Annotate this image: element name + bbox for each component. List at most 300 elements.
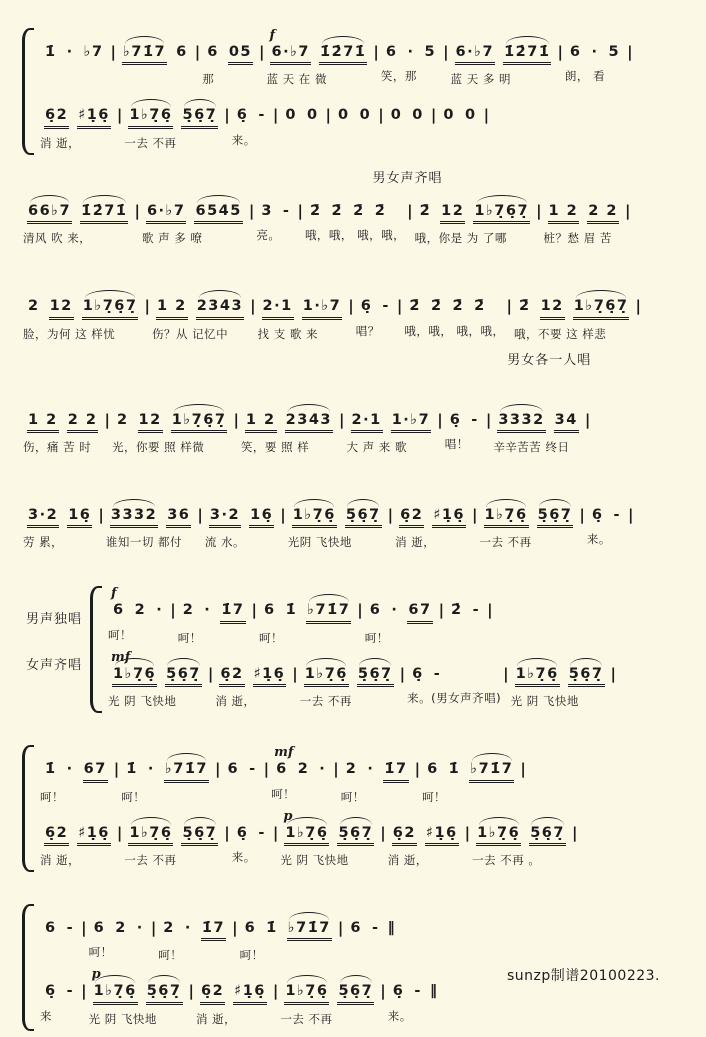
barline: | (297, 201, 303, 220)
note-group: 3332 (110, 507, 158, 528)
note-group: 2 (163, 919, 175, 936)
measure-notation (345, 920, 399, 938)
measure-notation (259, 602, 355, 623)
barline: | (373, 43, 379, 61)
measure (422, 761, 518, 804)
note-group: 1♭7̣6̣7̣ (171, 412, 228, 433)
barline: | (485, 410, 492, 429)
voice-line (39, 91, 634, 150)
measure-lyric: 哦，不要 这 样悲 (514, 326, 607, 341)
note-group: 6 (369, 602, 382, 619)
barline: | (224, 823, 230, 842)
note-group: 2̄ (331, 202, 344, 219)
measure-lyric: 呵！ (177, 630, 202, 645)
note-group: 1♭7̣6̣ (284, 825, 329, 846)
measure-notation (215, 666, 290, 687)
voices-column (39, 28, 634, 155)
note-group: 16̣ (67, 507, 92, 528)
measure (178, 602, 250, 645)
note-group: 12 (540, 298, 565, 319)
measure-notation (386, 107, 429, 125)
measure-notation (40, 44, 109, 62)
barline: | (292, 664, 298, 683)
measure-lyric: 流 水。 (204, 535, 246, 550)
measure (305, 203, 405, 243)
note-group: 5̣6̣7̣ (146, 983, 183, 1004)
note-group: 0 (390, 107, 403, 124)
barline: | (280, 505, 286, 524)
measure-lyric (333, 132, 376, 146)
measure-lyric: 哦，你是 为 了哪 (414, 231, 507, 246)
barline: | (443, 43, 449, 61)
measure (280, 808, 378, 868)
measure-notation (280, 107, 323, 125)
barline: | (627, 43, 633, 61)
dynamic-marking: f (111, 586, 117, 602)
measure-notation (356, 298, 395, 316)
voices-column (39, 745, 578, 872)
note-group: 5̣6̣7̣ (165, 666, 202, 687)
measure (40, 107, 115, 150)
note-group: 0 (338, 107, 350, 124)
measure (40, 825, 115, 868)
measure-notation (493, 412, 583, 433)
note-group: 5 (608, 44, 621, 60)
barline: | (333, 760, 339, 779)
measure-lyric: 脸，为何 这 样忧 (23, 326, 116, 341)
score-system (22, 586, 696, 713)
note-group: 1̇7 (201, 920, 226, 941)
measure-lyric: 朗， 看 (564, 69, 606, 84)
measure (118, 44, 193, 85)
measure (565, 44, 625, 84)
note-group: 6̣ (360, 298, 373, 315)
note-group: 2̄ (474, 298, 486, 315)
barline: | (430, 106, 437, 125)
measure-notation (271, 761, 331, 779)
measure-notation (266, 44, 371, 65)
measure-notation (511, 666, 609, 687)
system-row (22, 586, 696, 713)
measure (266, 28, 371, 87)
measure-notation (108, 666, 206, 687)
measure-notation (240, 920, 336, 941)
measure-lyric: 伤？从 记忆中 (151, 326, 229, 341)
note-group: · (391, 602, 399, 619)
note-group: 6 (176, 44, 188, 60)
measure-lyric: 笑，要 照 样 (240, 439, 310, 454)
measure-notation (40, 920, 79, 938)
barline: | (557, 43, 563, 61)
measure-notation (514, 298, 633, 319)
dynamic-marking: mf (274, 745, 294, 761)
note-group: 0 (464, 107, 477, 124)
note-group: 2 (297, 761, 310, 778)
barline: | (339, 410, 345, 429)
note-group: 5̣6̣7̣ (181, 825, 218, 846)
measure-notation (40, 983, 79, 1001)
measure-notation (288, 507, 386, 528)
note-group: 1 2 (27, 412, 59, 433)
voice-line (107, 650, 617, 709)
note-group: ♭7 (83, 44, 104, 60)
barline: | (625, 201, 631, 220)
measure-lyric: 呵！ (340, 789, 365, 804)
measure-notation (124, 107, 222, 128)
measure-notation (196, 983, 271, 1004)
measure (300, 666, 398, 709)
note-group: 6 (45, 919, 57, 936)
measure-lyric: 消 逝， (395, 535, 436, 550)
note-group: 1♭7̣6̣ (515, 666, 560, 687)
measure-notation (152, 298, 248, 319)
measure (106, 507, 196, 550)
measure-notation (381, 44, 441, 62)
measure (445, 412, 484, 452)
note-group: 6 (113, 602, 125, 619)
note-group: 5̣6̣7̣ (337, 825, 374, 846)
measure-lyric: 一去 不再 (280, 1011, 333, 1026)
voice-part-label: 男女各一人唱 (507, 352, 592, 368)
measure (415, 203, 534, 246)
measure-lyric: 蓝 天 在 微 (266, 72, 327, 87)
measure (258, 298, 347, 341)
note-group: 2̄ (452, 298, 465, 315)
note-group: 1♭7̣6̣ (128, 107, 173, 128)
score-system (22, 745, 696, 872)
barline: | (437, 410, 443, 429)
measure-notation (121, 761, 213, 782)
note-group: - (382, 298, 390, 315)
measure-notation (23, 298, 142, 319)
measure (23, 412, 102, 455)
note-group: 2343 (196, 298, 244, 319)
measure (493, 412, 583, 455)
note-group: 1 2 (156, 298, 188, 319)
barline: | (110, 43, 117, 61)
barline: | (259, 43, 265, 61)
note-group: 2 2 (67, 412, 99, 433)
measure-lyric: 光阴 飞快地 (287, 535, 352, 550)
note-group: 6̣ (236, 824, 249, 841)
voice-part-label: 男女声齐唱 (372, 170, 443, 186)
measure (341, 761, 413, 804)
measure-lyric: 来 (40, 1008, 52, 1023)
note-group: 2̄ (419, 202, 432, 219)
measure-lyric: 来。 (387, 1008, 412, 1023)
measure-notation (118, 44, 193, 65)
measure (232, 107, 271, 147)
note-group: 67 (407, 602, 432, 623)
measure-notation (40, 761, 112, 782)
note-group: 6 (385, 44, 398, 60)
barline: | (483, 106, 490, 125)
note-group: 1♭7̣6̣ (93, 983, 138, 1004)
barline: | (272, 106, 279, 125)
note-group: 1♭7̣6̣7̣ (82, 298, 139, 319)
note-group: ♭71̇7 (287, 920, 332, 941)
barline: | (628, 505, 634, 524)
measure-lyric: 光，你要 照 样微 (111, 439, 205, 454)
note-group: 1♭7̣6̣ (484, 507, 529, 528)
measure-notation (23, 507, 96, 528)
note-group: - (282, 202, 291, 219)
note-group: · (136, 919, 144, 936)
measure-notation (106, 507, 196, 528)
barline: | (572, 823, 578, 842)
note-group: 2̄ (519, 298, 531, 315)
note-group: 3332 (497, 412, 545, 433)
measure (23, 507, 96, 550)
system-row (22, 491, 696, 554)
measure-lyric (118, 71, 193, 85)
note-group: - (258, 107, 266, 124)
barline: | (337, 918, 344, 937)
note-group: - (66, 983, 75, 1000)
note-group: 5̣6̣7̣ (537, 507, 574, 528)
note-group: 1♭7̣6̣ (476, 825, 521, 846)
note-group: 5̣6̣7̣ (357, 666, 394, 687)
note-group: 05 (228, 44, 253, 65)
measure-notation (407, 666, 501, 684)
measure (446, 602, 485, 640)
measure-lyric (280, 132, 323, 146)
measure-lyric: 桩？愁 眉 苦 (543, 231, 612, 246)
note-group: 6 (427, 761, 439, 778)
note-group: 5̣6̣7̣ (568, 666, 605, 687)
barline: | (263, 760, 270, 779)
measure-notation (365, 602, 437, 623)
note-group: · (367, 761, 375, 778)
measure-lyric: 找 支 歌 来 (257, 326, 319, 341)
measure-lyric: 光 阴 飞快地 (510, 694, 579, 709)
measure (288, 507, 386, 550)
note-group: 2343 (285, 412, 333, 433)
measure-lyric: 蓝 天 多 明 (450, 72, 512, 87)
measure (215, 666, 290, 709)
measure-notation (544, 203, 623, 224)
voice-part-label: 女声齐唱 (26, 658, 83, 674)
note-group: 1·♭7 (302, 298, 343, 319)
note-group: 2 2 (587, 203, 619, 224)
barline: | (188, 982, 194, 1001)
measure-notation (347, 412, 436, 433)
dynamic-marking: p (91, 967, 101, 983)
note-group: 1♭7̣6̣ (284, 983, 329, 1004)
note-group: - (249, 761, 257, 778)
note-group: 6̣2 (44, 825, 69, 846)
barline: | (81, 982, 87, 1001)
measure-notation (256, 203, 295, 221)
voice-line (22, 187, 632, 246)
measure (89, 920, 149, 960)
measure (23, 203, 132, 246)
measure-lyric: 呵！ (422, 789, 447, 804)
barline: | (248, 201, 255, 220)
note-group: 2 (134, 602, 147, 619)
barline: | (134, 201, 140, 220)
note-group: · (66, 44, 74, 60)
measure-lyric: 大 声 来 歌 (346, 439, 407, 454)
note-group: 67 (83, 761, 108, 782)
voice-bracket (90, 586, 102, 713)
barline: | (610, 664, 616, 683)
measure-notation (388, 983, 442, 1001)
note-group: - (414, 983, 422, 1000)
measure-lyric: 光 阴 飞快地 (108, 694, 177, 709)
measure-notation (205, 507, 278, 528)
measure-lyric: 呵！ (271, 786, 296, 801)
measure-lyric: 来。 (231, 132, 256, 147)
measure-notation (305, 203, 405, 221)
note-group: 6̣ (412, 665, 424, 682)
barline: | (207, 664, 214, 683)
measure-notation (124, 825, 222, 846)
measure (407, 666, 501, 706)
barline: | (144, 297, 150, 316)
measure (256, 203, 295, 243)
note-group: 2·1 (262, 298, 294, 319)
measure-lyric: 消 逝， (387, 852, 428, 867)
measure (345, 920, 399, 958)
note-group: 0 (443, 107, 455, 124)
voice-line (39, 904, 443, 963)
note-group: 12 (440, 203, 465, 224)
note-group: 1 2 (245, 412, 277, 433)
measure-lyric (345, 944, 399, 958)
measure (271, 745, 331, 801)
note-group: 66♭7 (27, 203, 72, 224)
dynamic-marking: p (283, 808, 293, 824)
voice-line (39, 28, 634, 87)
measure-lyric: 谁知一切 都付 (105, 535, 183, 550)
system-row (22, 28, 696, 155)
note-group: 6̣ (236, 107, 249, 124)
measure (451, 44, 556, 87)
measure-notation (258, 298, 347, 319)
measure (88, 967, 187, 1026)
measure-lyric: 消 逝， (215, 694, 256, 709)
note-group: 6̣2 (392, 825, 417, 846)
note-group: 34 (554, 412, 579, 433)
measure-notation (280, 983, 378, 1004)
note-group: - (471, 411, 479, 428)
barline: | (232, 918, 238, 937)
measure-notation (445, 412, 484, 430)
measure (240, 920, 336, 963)
note-group: 6545 (194, 203, 242, 224)
measure (386, 107, 429, 145)
barline: | (116, 106, 123, 125)
barline: | (503, 664, 509, 683)
note-group: 6·♭7 (270, 44, 311, 65)
barline: | (197, 505, 203, 524)
voice-bracket (22, 904, 34, 1031)
barline: | (506, 297, 512, 316)
measure (480, 507, 578, 550)
voices-column (22, 187, 632, 250)
note-group: 6̣ (392, 983, 405, 1000)
note-group: 1♭7̣6̣ (292, 507, 337, 528)
measure-lyric: 哦，哦， 哦，哦， (404, 323, 505, 338)
note-group: 3 (261, 202, 273, 219)
note-group: 6 (276, 761, 288, 778)
measure-notation (415, 203, 534, 224)
note-group: 1̇2̇71̇ (319, 44, 367, 65)
system-row (22, 282, 696, 345)
measure-lyric: 一去 不再 (479, 535, 532, 550)
measure-notation (232, 825, 271, 843)
measure-lyric: 歌 声 多 嘹 (141, 231, 203, 246)
note-group: 1♭7̣6̣ (128, 825, 173, 846)
barline: | (399, 664, 406, 683)
note-group: ♭71̇7 (306, 602, 351, 623)
measure-lyric: 呵！ (158, 948, 183, 963)
measure-notation (300, 666, 398, 687)
measure-notation (480, 507, 578, 528)
voice-line (107, 586, 617, 645)
measure-lyric: 来。(男女声齐唱) (407, 691, 502, 706)
measure (347, 412, 436, 455)
note-group: 2̄ (430, 298, 443, 315)
measure-notation (451, 44, 556, 65)
note-group: 3·2 (209, 507, 241, 528)
note-group: 6̣ (591, 506, 604, 523)
note-group: 6 (569, 44, 582, 60)
measure-lyric: 哦，哦， 哦，哦， (304, 228, 406, 243)
note-group: 0 (412, 107, 424, 124)
measure-lyric: 那 (202, 72, 215, 87)
measure-notation (89, 983, 187, 1004)
dynamic-marking: f (269, 28, 276, 43)
measure-notation (404, 298, 504, 316)
note-group: 5̣6̣7̣ (337, 983, 374, 1004)
voice-line (22, 396, 591, 455)
note-group: - (66, 919, 75, 936)
measure-lyric: 来。 (586, 532, 611, 547)
measure-notation (40, 107, 115, 128)
measure (152, 298, 248, 341)
note-group: 1̇7 (220, 602, 245, 623)
note-group: 2 (116, 411, 129, 428)
barline: | (387, 505, 394, 524)
note-group: · (204, 602, 212, 619)
barline: | (116, 823, 123, 842)
measure-lyric: 呵！ (108, 627, 133, 642)
barline: | (396, 297, 403, 316)
note-group: 5 (424, 44, 437, 60)
measure-lyric: 呵！ (258, 630, 283, 645)
note-group: · (147, 761, 155, 778)
note-group: - (613, 506, 621, 523)
measure (196, 983, 271, 1026)
note-group: ♯1̣6̣ (77, 107, 111, 128)
barline: | (378, 106, 384, 125)
barline: | (348, 297, 354, 316)
measure-lyric: 笑，那 (380, 69, 417, 84)
system-row (22, 187, 696, 250)
barline: | (380, 982, 386, 1001)
note-group: 6 (207, 44, 219, 60)
measure-lyric (40, 944, 79, 958)
measure (222, 761, 261, 799)
measure (108, 649, 206, 709)
note-group: - (472, 602, 481, 619)
measure-notation (23, 203, 132, 224)
measure-lyric: 来。 (231, 849, 256, 864)
measure (280, 983, 378, 1026)
measure-lyric: 亮。 (256, 228, 281, 243)
